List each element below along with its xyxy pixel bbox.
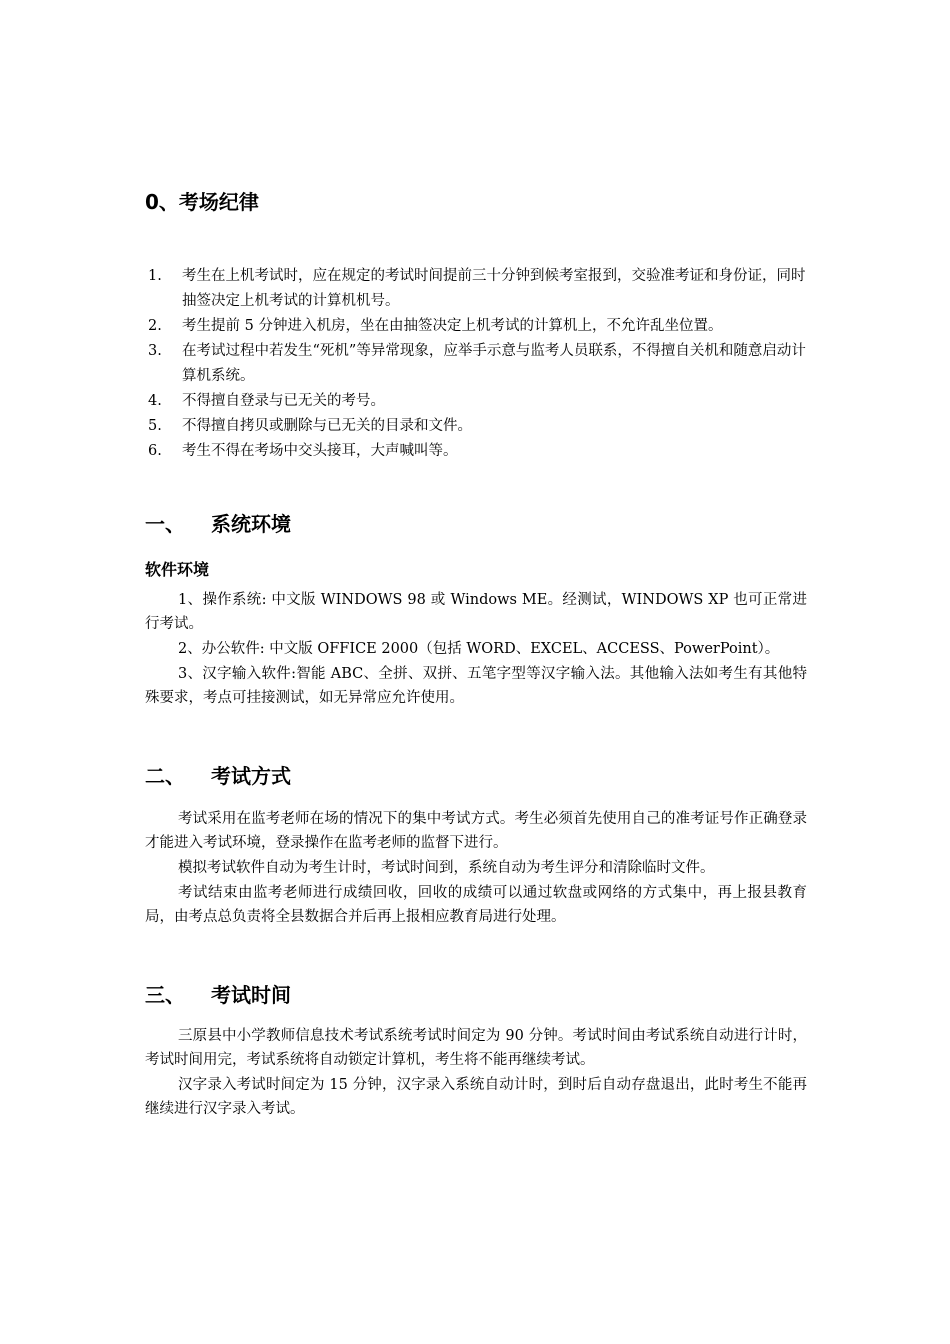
rule-number: 5. — [148, 418, 162, 434]
paragraph: 汉字录入考试时间定为 15 分钟，汉字录入系统自动计时，到时后自动存盘退出，此时考生不能再继续进行汉字录入考试。 — [145, 1077, 807, 1117]
section-0-heading — [145, 186, 259, 215]
rule-text: 在考试过程中若发生“死机”等异常现象，应举手示意与监考人员联系，不得擅自关机和随意启动计算机系统。 — [182, 343, 806, 384]
rule-text: 不得擅自登录与已无关的考号。 — [182, 393, 385, 409]
rule-number: 3. — [148, 343, 162, 359]
rule-text: 考生提前 5 分钟进入机房，坐在由抽签决定上机考试的计算机上，不允许乱坐位置。 — [182, 318, 723, 334]
rule-item — [145, 314, 807, 339]
rule-number: 4. — [148, 393, 162, 409]
section-3-title: 考试时间 — [211, 983, 291, 1007]
section-2-number: 二、 — [145, 764, 185, 788]
paragraph: 三原县中小学教师信息技术考试系统考试时间定为 90 分钟。考试时间由考试系统自动进行计时，考试时间用完，考试系统将自动锁定计算机，考生将不能再继续考试。 — [145, 1028, 807, 1068]
rule-text: 考生在上机考试时，应在规定的考试时间提前三十分钟到候考室报到，交验准考证和身份证，同时抽签决定上机考试的计算机机号。 — [182, 268, 806, 309]
section-1-title: 系统环境 — [211, 512, 291, 536]
paragraph: 3、汉字输入软件:智能 ABC、全拼、双拼、五笔字型等汉字输入法。其他输入法如考生有其他特殊要求，考点可挂接测试，如无异常应允许使用。 — [145, 666, 807, 706]
section-3-heading — [145, 979, 291, 1008]
section-3-number: 三、 — [145, 983, 185, 1007]
discipline-rules-list — [145, 264, 807, 464]
paragraph: 考试结束由监考老师进行成绩回收，回收的成绩可以通过软盘或网络的方式集中，再上报县教育局，由考点总负责将全县数据合并后再上报相应教育局进行处理。 — [145, 885, 807, 925]
software-env-subheading: 软件环境 — [145, 560, 210, 579]
paragraph: 模拟考试软件自动为考生计时，考试时间到，系统自动为考生评分和清除临时文件。 — [178, 860, 715, 876]
rule-number: 6. — [148, 443, 162, 459]
rule-text: 不得擅自拷贝或删除与已无关的目录和文件。 — [182, 418, 472, 434]
section-1-heading — [145, 508, 291, 537]
rule-item — [145, 414, 807, 439]
paragraph: 1、操作系统: 中文版 WINDOWS 98 或 Windows ME。经测试，WINDOWS XP 也可正常进行考试。 — [145, 592, 807, 632]
rule-number: 1. — [148, 268, 162, 284]
section-0-title: 0、考场纪律 — [145, 190, 259, 214]
section-1-number: 一、 — [145, 512, 185, 536]
rule-item — [145, 339, 807, 389]
rule-item — [145, 389, 807, 414]
paragraph: 考试采用在监考老师在场的情况下的集中考试方式。考生必须首先使用自己的准考证号作正确登录才能进入考试环境，登录操作在监考老师的监督下进行。 — [145, 811, 807, 851]
rule-text: 考生不得在考场中交头接耳，大声喊叫等。 — [182, 443, 458, 459]
rule-number: 2. — [148, 318, 162, 334]
section-2-heading — [145, 760, 291, 789]
section-2-title: 考试方式 — [211, 764, 291, 788]
rule-item — [145, 264, 807, 314]
rule-item — [145, 439, 807, 464]
paragraph: 2、办公软件: 中文版 OFFICE 2000（包括 WORD、EXCEL、ACCESS、PowerPoint）。 — [178, 641, 780, 657]
